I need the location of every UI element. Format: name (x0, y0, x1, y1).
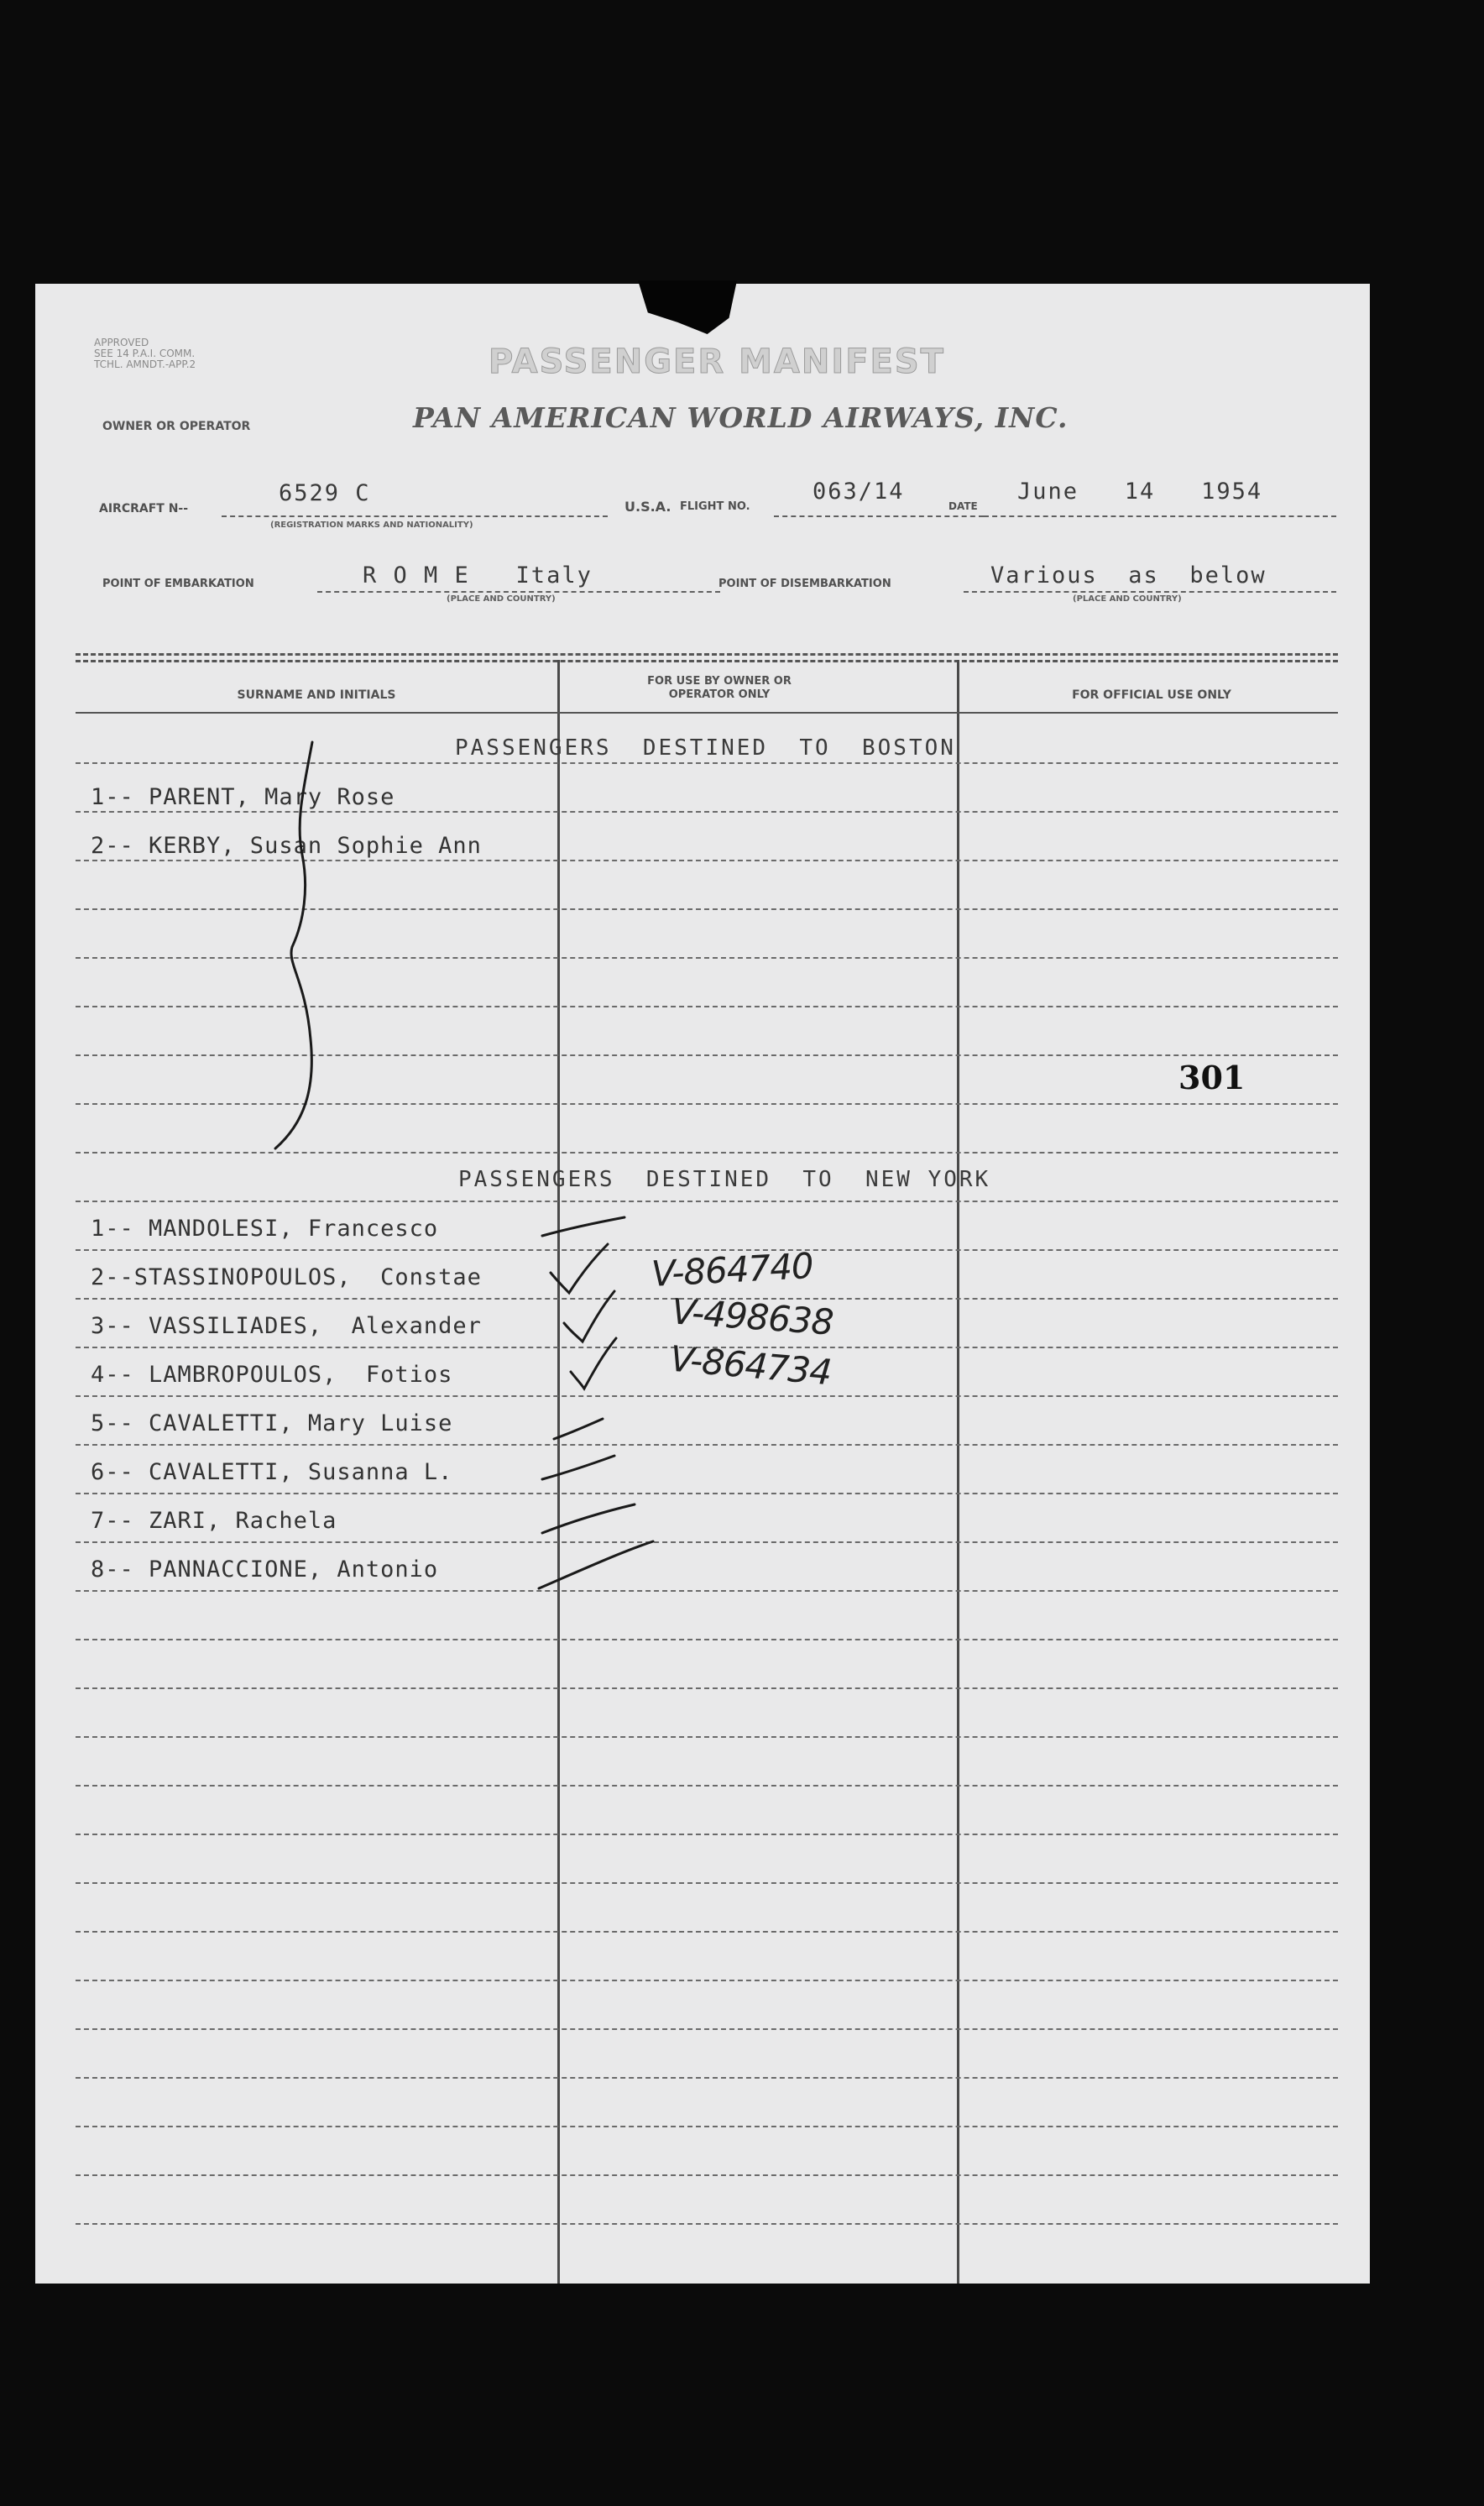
visa-number-3: V-864734 (668, 1337, 833, 1394)
slash-mark-7 (542, 1504, 635, 1533)
disembark-sub: (PLACE AND COUNTRY) (1073, 594, 1182, 604)
boston-passenger-1: 1-- PARENT, Mary Rose (91, 784, 395, 810)
ny-passenger-8: 8-- PANNACCIONE, Antonio (91, 1556, 439, 1583)
col-surname: SURNAME AND INITIALS (237, 688, 396, 702)
ny-passenger-7: 7-- ZARI, Rachela (91, 1508, 337, 1534)
newyork-heading: PASSENGERS DESTINED TO NEW YORK (458, 1167, 991, 1192)
slash-mark-1 (542, 1217, 624, 1236)
check-mark-2 (564, 1291, 614, 1342)
ny-passenger-6: 6-- CAVALETTI, Susanna L. (91, 1459, 453, 1485)
visa-number-1: V-864740 (650, 1244, 814, 1295)
col-official-use: FOR OFFICIAL USE ONLY (1072, 688, 1231, 702)
ny-passenger-3: 3-- VASSILIADES, Alexander (91, 1313, 482, 1339)
slash-mark-6 (542, 1456, 614, 1479)
page-number-stamp: 301 (1178, 1059, 1246, 1096)
check-mark-3 (571, 1338, 616, 1389)
check-mark-1 (551, 1244, 608, 1293)
approval-stamp: APPROVED SEE 14 P.A.I. COMM. TCHL. AMNDT.-APP.2 (94, 337, 196, 370)
ny-passenger-5: 5-- CAVALETTI, Mary Luise (91, 1410, 453, 1436)
manifest-title: PASSENGER MANIFEST (489, 343, 945, 381)
boston-heading: PASSENGERS DESTINED TO BOSTON (455, 735, 956, 761)
usa-label: U.S.A. (624, 499, 671, 515)
pen-marks (35, 284, 1370, 2284)
aircraft-value: 6529 C (279, 480, 371, 506)
operator-name: PAN AMERICAN WORLD AIRWAYS, INC. (413, 401, 1069, 434)
ny-passenger-2: 2--STASSINOPOULOS, Constae (91, 1264, 482, 1290)
slash-mark-5 (554, 1419, 603, 1439)
manifest-page (35, 284, 1370, 2284)
visa-number-2: V-498638 (670, 1290, 835, 1343)
embark-value: R O M E Italy (363, 562, 593, 589)
aircraft-sub: (REGISTRATION MARKS AND NATIONALITY) (270, 521, 473, 530)
disembark-label: POINT OF DISEMBARKATION (718, 578, 891, 590)
flight-value: 063/14 (813, 479, 905, 505)
bracket-mark (275, 742, 312, 1148)
date-value: June 14 1954 (1017, 479, 1263, 505)
date-label: DATE (948, 500, 978, 512)
disembark-value: Various as below (990, 562, 1267, 589)
ny-passenger-4: 4-- LAMBROPOULOS, Fotios (91, 1362, 453, 1388)
slash-mark-8 (539, 1541, 653, 1588)
ny-passenger-1: 1-- MANDOLESI, Francesco (91, 1216, 439, 1242)
embark-label: POINT OF EMBARKATION (102, 578, 254, 590)
owner-label: OWNER OR OPERATOR (102, 420, 251, 433)
boston-passenger-2: 2-- KERBY, Susan Sophie Ann (91, 833, 482, 859)
aircraft-label: AIRCRAFT N-- (99, 502, 189, 515)
col-owner-use: FOR USE BY OWNER OR OPERATOR ONLY (647, 675, 792, 701)
flight-label: FLIGHT NO. (680, 500, 750, 513)
embark-sub: (PLACE AND COUNTRY) (447, 594, 556, 604)
